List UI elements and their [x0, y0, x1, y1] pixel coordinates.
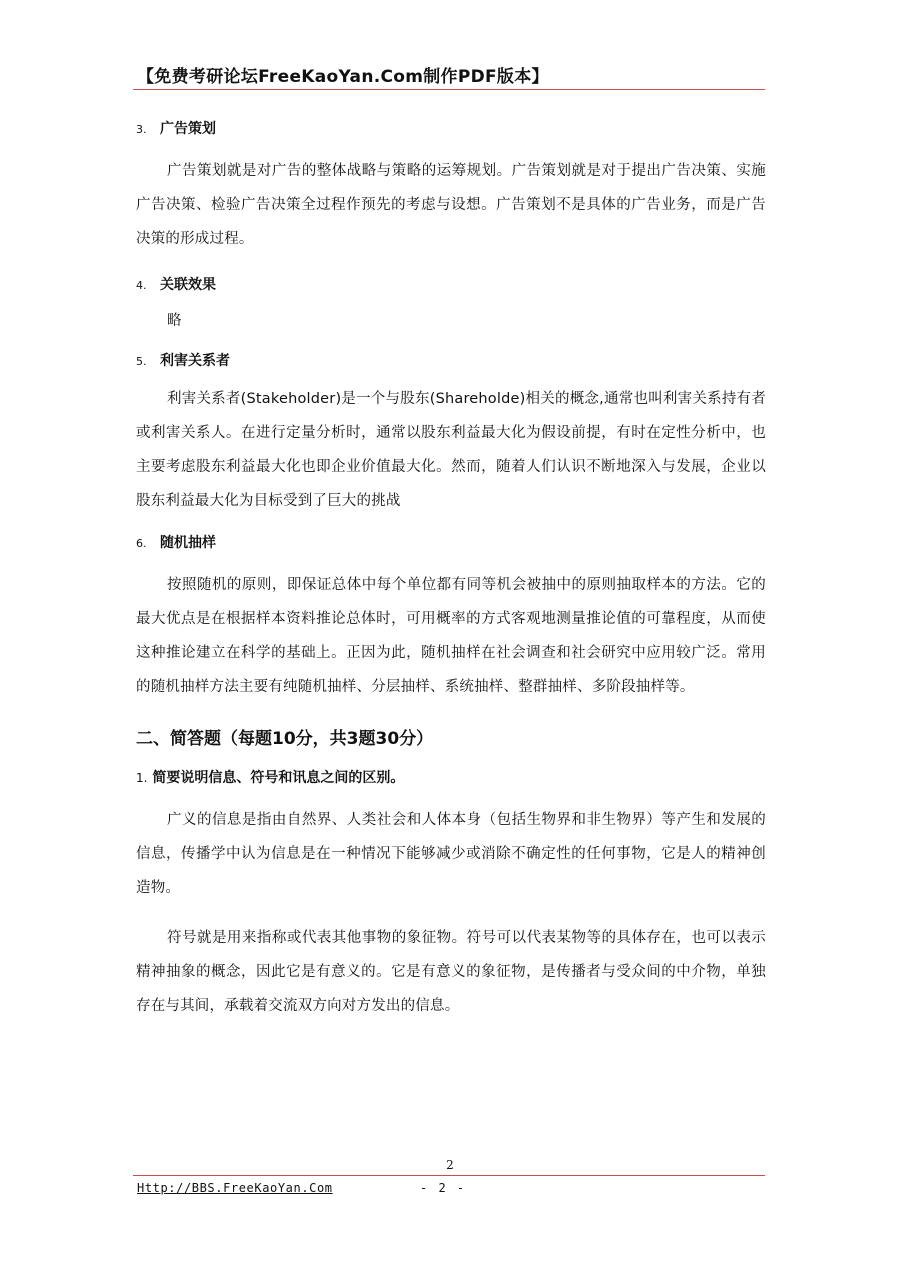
page-number: 2	[446, 1158, 454, 1172]
term-heading	[136, 274, 766, 294]
term-heading	[136, 350, 766, 370]
question-heading	[136, 767, 766, 787]
question-number: 1.	[136, 771, 148, 785]
term-title: 广告策划	[160, 121, 216, 137]
paragraph: 广告策划就是对广告的整体战略与策略的运筹规划。广告策划就是对于提出广告决策、实施广告决策、检验广告决策全过程作预先的考虑与设想。广告策划不是具体的广告业务，而是广告决策的形成过程。	[136, 163, 766, 247]
term-number: 6.	[136, 537, 147, 550]
paragraph: 按照随机的原则，即保证总体中每个单位都有同等机会被抽中的原则抽取样本的方法。它的最大优点是在根据样本资料推论总体时，可用概率的方式客观地测量推论值的可靠程度，从而使这种推论建立在科学的基础上。正因为此，随机抽样在社会调查和社会研究中应用较广泛。常用的随机抽样方法主要有纯随机抽样、分层抽样、系统抽样、整群抽样、多阶段抽样等。	[136, 577, 766, 695]
term-title: 利害关系者	[160, 353, 230, 369]
section-title: 二、简答题（每题10分，共3题30分）	[136, 729, 434, 749]
paragraph: 利害关系者(Stakeholder)是一个与股东(Shareholde)相关的概念,通常也叫利害关系持有者或利害关系人。在进行定量分析时，通常以股东利益最大化为假设前提，有时在定性分析中，也主要考虑股东利益最大化也即企业价值最大化。然而，随着人们认识不断地深入与发展，企业以股东利益最大化为目标受到了巨大的挑战	[136, 391, 766, 509]
term-number: 3.	[136, 123, 147, 136]
paragraph: 符号就是用来指称或代表其他事物的象征物。符号可以代表某物等的具体存在，也可以表示精神抽象的概念，因此它是有意义的。它是有意义的象征物，是传播者与受众间的中介物，单独存在与其间，承载着交流双方向对方发出的信息。	[136, 930, 766, 1014]
paragraph: 广义的信息是指由自然界、人类社会和人体本身（包括生物界和非生物界）等产生和发展的信息，传播学中认为信息是在一种情况下能够减少或消除不确定性的任何事物，它是人的精神创造物。	[136, 812, 766, 896]
term-heading	[136, 532, 766, 552]
question-title: 简要说明信息、符号和讯息之间的区别。	[152, 770, 405, 786]
paragraph: 略	[167, 313, 182, 329]
footer-divider	[133, 1175, 765, 1176]
term-title: 随机抽样	[160, 535, 216, 551]
page-header: 【免费考研论坛FreeKaoYan.Com制作PDF版本】	[137, 67, 549, 87]
footer-page-label: - 2 -	[420, 1181, 467, 1195]
header-divider	[133, 89, 765, 90]
term-heading	[136, 118, 766, 138]
forum-link[interactable]: Http://BBS.FreeKaoYan.Com	[137, 1181, 333, 1195]
term-number: 4.	[136, 279, 147, 292]
term-number: 5.	[136, 355, 147, 368]
main-content	[136, 110, 766, 1023]
term-title: 关联效果	[160, 277, 216, 293]
